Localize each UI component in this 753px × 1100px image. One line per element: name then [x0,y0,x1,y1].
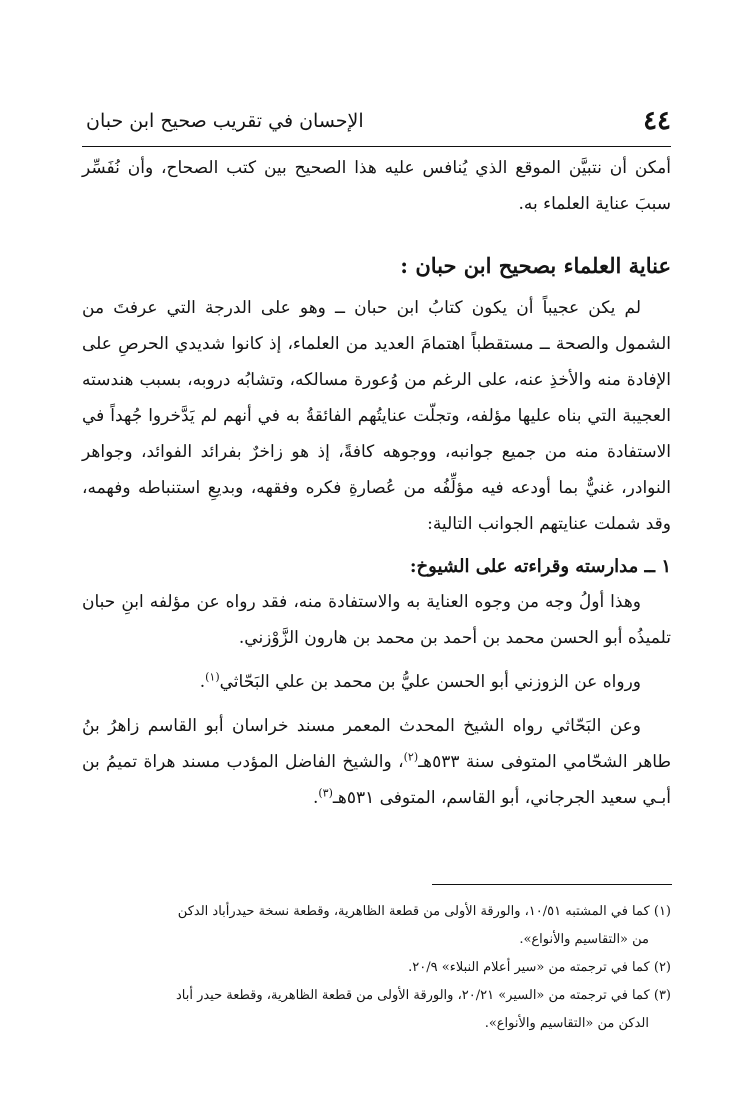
item-paragraph-3b-text: ، والشيخ الفاضل المؤدب مسند هراة تميمُ بن أبـي سعيد الجرجاني، أبو القاسم، المتوفى ٥٣١هـ [82,752,671,808]
section-paragraph: لم يكن عجيباً أن يكون كتابُ ابن حبان ــ وهو على الدرجة التي عرفتَ من الشمول والصحة ــ مستقطباً اهتمامَ العديد من العلماء، إذ كانوا شديدي الحرصِ على الإفادة منه والأخذِ عنه، على الرغم من وُعورة مسالكه، وتشابُه دروبه، بسبب هندسته العجيبة التي بناه عليها مؤلفه، وتجلّت عنايتُهم الفائقةُ به في أنهم لم يَدَّخروا جُهداً في الاستفادة منه من جميع جوانبه، ووجوهه كافةً، إذ هو زاخرٌ بفرائد الفوائد، وجواهر النوادر، غنيٌّ بما أودعه فيه مؤلِّفُه من عُصارةِ فكره وفقهه، وبديعِ استنباطه وفهمه، وقد شملت عنايتهم الجوانب التالية: [82,298,671,534]
item-paragraph-1: وهذا أولُ وجه من وجوه العناية به والاستفادة منه، فقد رواه عن مؤلفه ابنِ حبان تلميذُه أبو الحسن محمد بن أحمد بن محمد بن هارون الزَّوْزني. [82,592,671,648]
intro-paragraph: أمكن أن نتبيَّن الموقع الذي يُنافس عليه هذا الصحيح بين كتب الصحاح، وأن نُفَسِّر سببَ عناية العلماء به. [82,158,671,214]
footnote-1-continued: من «التقاسيم والأنواع». [519,932,649,947]
main-text [82,150,671,816]
item-paragraph-3a-text: وعن البَحّاثي رواه الشيخ المحدث المعمر مسند خراسان أبو القاسم زاهرُ بنُ طاهر الشحّامي المتوفى سنة ٥٣٣هـ [82,716,671,772]
page-number: ٤٤ [643,106,671,136]
item-paragraph-2-text: ورواه عن الزوزني أبو الحسن عليُّ بن محمد بن علي البَحّاثي [219,672,641,692]
item-paragraph-3-end: . [312,788,319,808]
item-paragraph-2 [82,664,671,700]
footnote-ref-1: (١) [205,670,220,684]
page-header [82,104,671,140]
footnote-3: (٣) كما في ترجمته من «السير» ٢٠/٢١، والورقة الأولى من قطعة الظاهرية، وقطعة حيدر أباد [175,988,671,1003]
footnote-2: (٢) كما في ترجمته من «سير أعلام النبلاء» ٢٠/٩. [408,960,671,975]
item-paragraph-2-end: . [199,672,206,692]
header-divider [82,146,671,147]
footnote-ref-2: (٢) [403,750,419,764]
footnote-ref-3: (٣) [318,786,333,800]
footnotes [82,898,671,1038]
footnote-divider [432,884,672,885]
running-title: الإحسان في تقريب صحيح ابن حبان [86,110,364,132]
footnote-3-continued: الدكن من «التقاسيم والأنواع». [484,1016,649,1031]
item-paragraph-3 [82,708,671,816]
footnote-1: (١) كما في المشتبه ١٠/٥١، والورقة الأولى من قطعة الظاهرية، وقطعة نسخة حيدرأباد الدكن [177,904,671,919]
item-heading: ١ ــ مدارسته وقراءته على الشيوخ: [409,556,671,577]
section-heading: عناية العلماء بصحيح ابن حبان : [400,253,671,278]
